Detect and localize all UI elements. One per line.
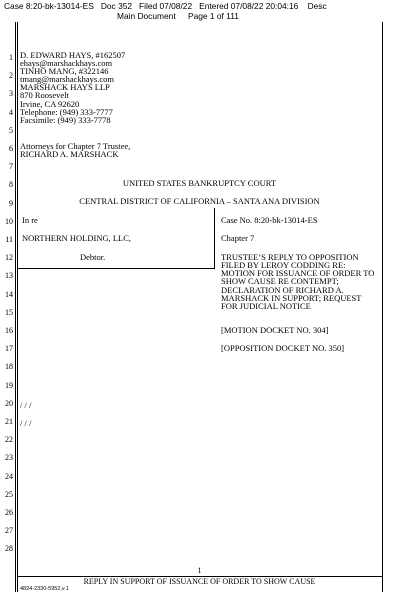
line-number: 4 (9, 108, 13, 117)
right-margin-rule (382, 22, 383, 592)
in-re: In re (22, 215, 38, 225)
ecf-header (0, 0, 400, 22)
line-number: 13 (5, 271, 13, 280)
line-number: 18 (5, 362, 13, 371)
ecf-page-of: Page 1 of 111 (187, 11, 239, 21)
trustee-name: RICHARD A. MARSHACK (20, 149, 119, 159)
line-number: 17 (5, 344, 13, 353)
line-number: 25 (5, 490, 13, 499)
firm-facsimile: Facsimile: (949) 333-7778 (20, 115, 111, 125)
ecf-case: Case 8:20-bk-13014-ES (4, 1, 94, 11)
line-number: 23 (5, 453, 13, 462)
line-number: 16 (5, 326, 13, 335)
footer-title: REPLY IN SUPPORT OF ISSUANCE OF ORDER TO SHOW CAUSE (83, 577, 316, 586)
document-title-line: MOTION FOR ISSUANCE OF ORDER TO (221, 268, 375, 278)
debtor-label: Debtor. (80, 252, 106, 262)
firm-name: MARSHACK HAYS LLP (20, 82, 110, 92)
line-number: 19 (5, 381, 13, 390)
page-number: 1 (197, 566, 202, 575)
attorney-email: ehays@marshackhays.com (20, 58, 113, 68)
line-number: 11 (5, 235, 13, 244)
line-number: 10 (5, 217, 13, 226)
line-number: 8 (9, 180, 13, 189)
ecf-header-line2 (117, 11, 249, 21)
firm-city: Irvine, CA 92620 (20, 99, 80, 109)
document-title-line: TRUSTEE’S REPLY TO OPPOSITION (221, 252, 359, 262)
ecf-doc: Doc 352 (100, 1, 133, 11)
line-number: 6 (9, 144, 13, 153)
line-number: 14 (5, 290, 13, 299)
ecf-header-line1 (4, 1, 327, 11)
line-number: 21 (5, 417, 13, 426)
line-number: 12 (5, 253, 13, 262)
ecf-desc: Desc (307, 1, 327, 11)
motion-docket: [MOTION DOCKET NO. 304] (221, 325, 329, 335)
chapter: Chapter 7 (221, 233, 255, 243)
document-title-line: FILED BY LEROY CODDING RE: (221, 260, 346, 270)
line-number: 20 (5, 399, 13, 408)
attorney-line: TINHO MANG, #322146 (20, 66, 109, 76)
debtor-name: NORTHERN HOLDING, LLC, (22, 233, 132, 243)
document-title-line: FOR JUDICIAL NOTICE (221, 301, 311, 311)
line-number: 1 (9, 53, 13, 62)
firm-telephone: Telephone: (949) 333-7777 (20, 107, 113, 117)
line-number: 24 (5, 472, 13, 481)
line-number: 2 (9, 71, 13, 80)
court-district: CENTRAL DISTRICT OF CALIFORNIA – SANTA ANA DIVISION (79, 196, 320, 206)
continuation-mark: / / / (20, 400, 32, 410)
line-number: 27 (5, 526, 13, 535)
ecf-main-document: Main Document (117, 11, 176, 21)
line-number: 28 (5, 544, 13, 553)
line-number: 15 (5, 308, 13, 317)
firm-address: 870 Roosevelt (20, 90, 69, 100)
document-title-line: DECLARATION OF RICHARD A. (221, 285, 344, 295)
left-margin-rule (15, 22, 16, 592)
attorneys-for: Attorneys for Chapter 7 Trustee, (20, 141, 131, 151)
line-number: 26 (5, 508, 13, 517)
opposition-docket: [OPPOSITION DOCKET NO. 350] (221, 343, 345, 353)
document-title-line: MARSHACK IN SUPPORT; REQUEST (221, 293, 362, 303)
line-number: 9 (9, 199, 13, 208)
line-number: 3 (9, 89, 13, 98)
document-title-line: SHOW CAUSE RE CONTEMPT; (221, 276, 339, 286)
continuation-mark: / / / (20, 418, 32, 428)
document-id: 4824-2330-5952,v.1 (20, 586, 69, 592)
attorney-line: D. EDWARD HAYS, #162507 (20, 50, 126, 60)
ecf-filed: Filed 07/08/22 (139, 1, 193, 11)
ecf-entered: Entered 07/08/22 20:04:16 (199, 1, 299, 11)
line-number: 7 (9, 162, 13, 171)
case-number: Case No. 8:20-bk-13014-ES (221, 215, 318, 225)
court-name: UNITED STATES BANKRUPTCY COURT (122, 178, 277, 188)
line-number: 5 (9, 126, 13, 135)
left-margin-rule-inner (17, 22, 18, 592)
attorney-email: tmang@marshackhays.com (20, 74, 114, 84)
line-number: 22 (5, 435, 13, 444)
